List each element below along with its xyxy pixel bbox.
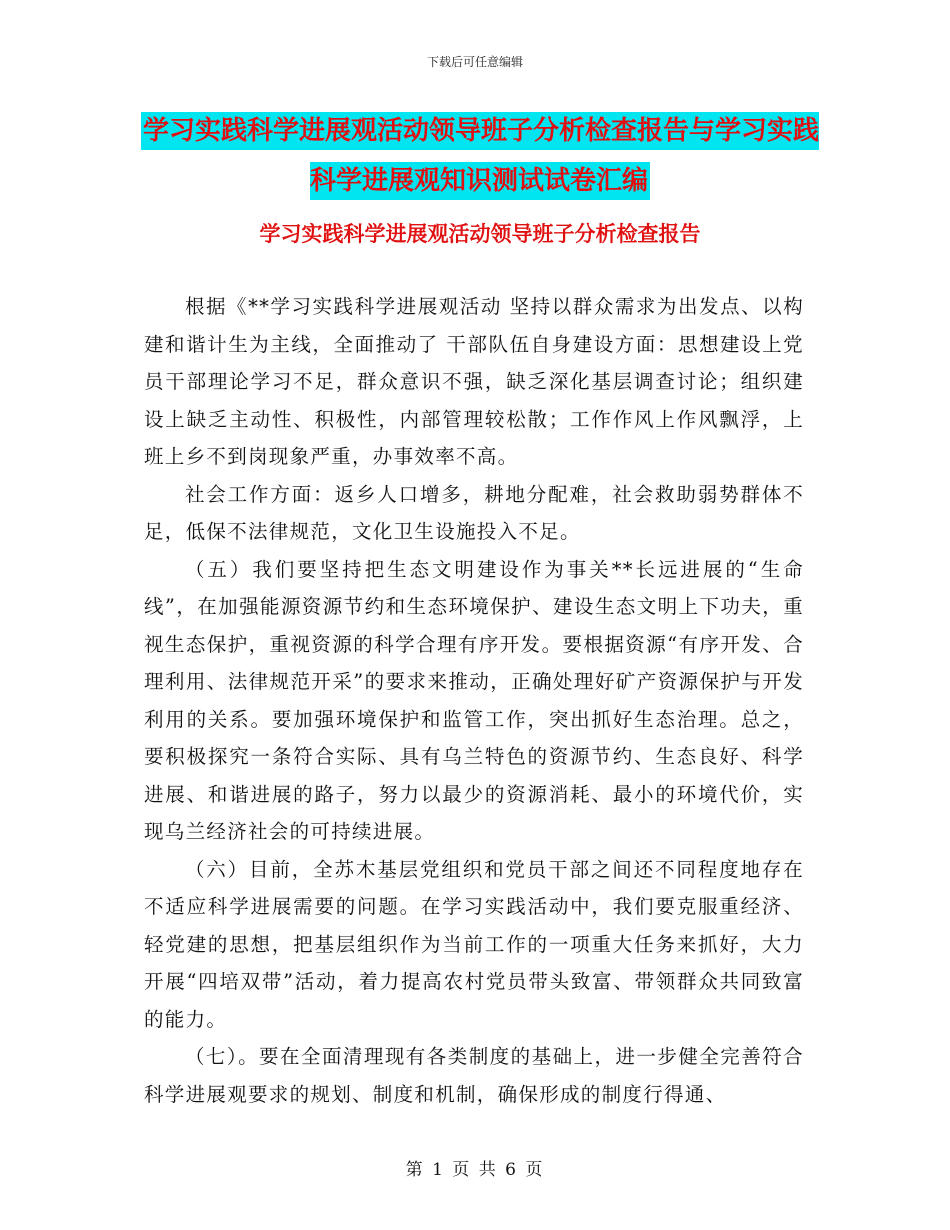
header-note: 下载后可任意编辑 bbox=[426, 55, 523, 69]
section-title: 学习实践科学进展观活动领导班子分析检查报告 bbox=[259, 222, 701, 246]
paragraph-5: （七）。要在全面清理现有各类制度的基础上，进一步健全完善符合科学进展观要求的规划、制度和机制，确保形成的制度行得通、 bbox=[144, 1045, 804, 1106]
paragraph-4: （六）目前，全苏木基层党组织和党员干部之间还不同程度地存在不适应科学进展需要的问题。在学习实践活动中，我们要克服重经济、轻党建的思想，把基层组织作为当前工作的一项重大任务来抓好，大力开展“四培双带”活动，着力提高农村党员带头致富、带领群众共同致富的能力。 bbox=[144, 857, 804, 1031]
document-body bbox=[144, 288, 804, 1113]
paragraph-1: 根据《**学习实践科学进展观活动 坚持以群众需求为出发点、以构建和谐计生为主线，全面推动了 干部队伍自身建设方面：思想建设上党员干部理论学习不足，群众意识不强，缺乏深化基层调查讨论；组织建设上缺乏主动性、积极性，内部管理较松散；工作作风上作风飘浮，上班上乡不到岗现象严重，办事效率不高。 bbox=[144, 295, 804, 468]
paragraph-3: （五）我们要坚持把生态文明建设作为事关**长远进展的“生命线”，在加强能源资源节约和生态环境保护、建设生态文明上下功夫，重视生态保护，重视资源的科学合理有序开发。要根据资源“有序开发、合理利用、法律规范开采”的要求来推动，正确处理好矿产资源保护与开发利用的关系。要加强环境保护和监管工作，突出抓好生态治理。总之，要积极探究一条符合实际、具有乌兰特色的资源节约、生态良好、科学进展、和谐进展的路子，努力以最少的资源消耗、最小的环境代价，实现乌兰经济社会的可持续进展。 bbox=[144, 557, 804, 843]
document-title-text: 学习实践科学进展观活动领导班子分析检查报告与学习实践科学进展观知识测试试卷汇编 bbox=[141, 112, 819, 200]
paragraph-2: 社会工作方面：返乡人口增多，耕地分配难，社会救助弱势群体不足，低保不法律规范，文化卫生设施投入不足。 bbox=[144, 482, 804, 543]
page-number-footer: 第 1 页 共 6 页 bbox=[405, 1160, 545, 1180]
document-title bbox=[140, 106, 820, 206]
